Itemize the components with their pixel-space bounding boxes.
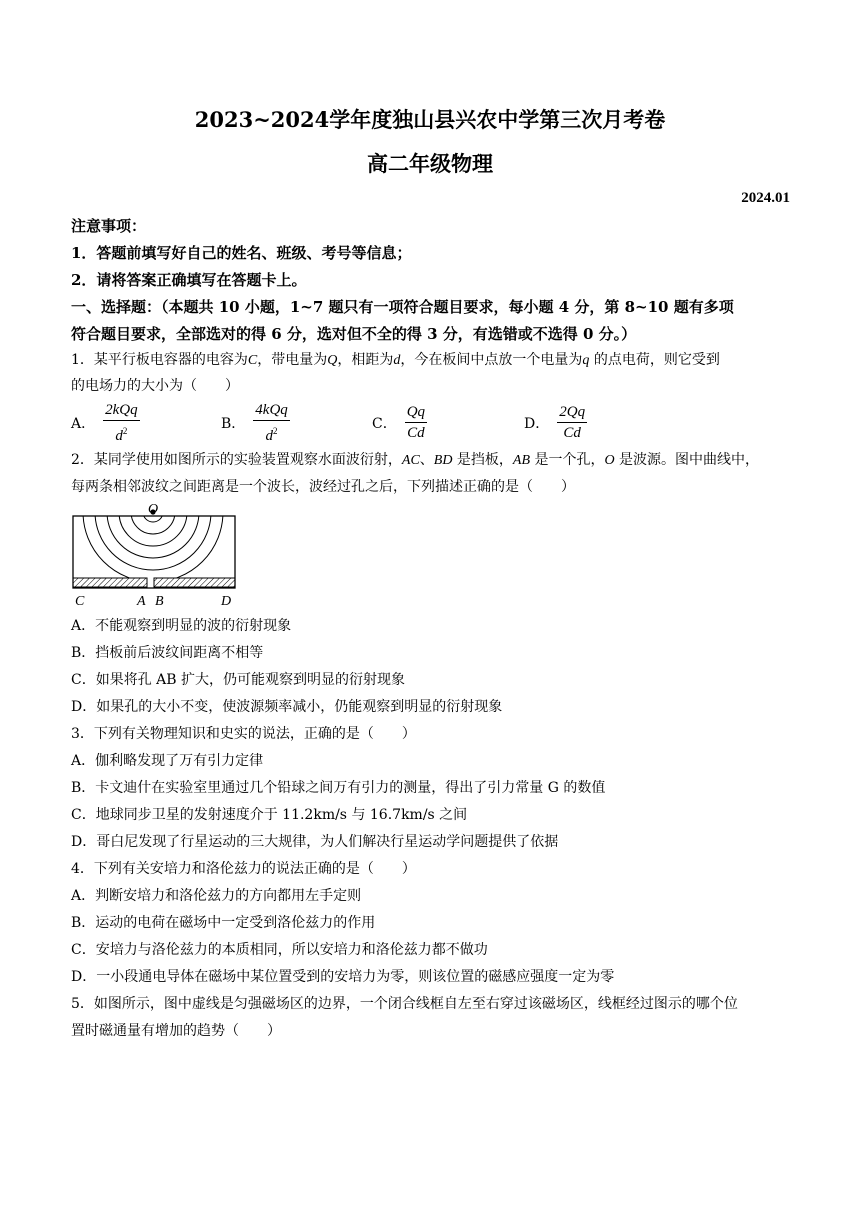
section-heading-line2: 符合题目要求，全部选对的得 6 分，选对但不全的得 3 分，有选错或不选得 0 分。） <box>71 325 637 343</box>
q1-options <box>71 399 796 447</box>
exam-subtitle: 高二年级物理 <box>367 151 493 176</box>
notice-item-1: 1．答题前填写好自己的姓名、班级、考号等信息； <box>71 244 412 262</box>
q1-option-c: C． $\frac{Qq}{Cd}$ <box>372 404 426 441</box>
q1-option-b: B． $\frac{\text{4kQq}}{d^2}$ <box>221 401 288 444</box>
label-b: B <box>155 594 164 609</box>
q2-stem-line1: 2．某同学使用如图所示的实验装置观察水面波衍射，AC、BD 是挡板，AB 是一个孔，O 是波源。图中曲线中， <box>71 452 760 468</box>
q3-option-b: B．卡文迪什在实验室里通过几个铅球之间万有引力的测量，得出了引力常量 G 的数值 <box>71 780 606 796</box>
q1-stem-line2: 的电场力的大小为（ ） <box>71 378 239 394</box>
barrier-bd <box>154 578 235 587</box>
q1-option-d: D． $\frac{2Qq}{Cd}$ <box>524 404 586 441</box>
q2-option-b: B．挡板前后波纹间距离不相等 <box>71 645 264 661</box>
q4-option-b: B．运动的电荷在磁场中一定受到洛伦兹力的作用 <box>71 915 376 931</box>
q3-option-d: D．哥白尼发现了行星运动的三大规律，为人们解决行星运动学问题提供了依据 <box>71 834 559 850</box>
q4-option-c: C．安培力与洛伦兹力的本质相同，所以安培力和洛伦兹力都不做功 <box>71 942 488 958</box>
q4-option-d: D．一小段通电导体在磁场中某位置受到的安培力为零，则该位置的磁感应强度一定为零 <box>71 969 615 985</box>
label-d: D <box>221 594 232 609</box>
q1-option-a: A． $\frac{\text{2kQq}}{d^2}$ <box>71 401 138 444</box>
q4-option-a: A．判断安培力和洛伦兹力的方向都用左手定则 <box>71 888 362 904</box>
barrier-ac <box>73 578 147 587</box>
q2-option-a: A．不能观察到明显的波的衍射现象 <box>71 618 292 634</box>
section-heading-line1: 一、选择题：（本题共 10 小题，1~7 题只有一项符合题目要求，每小题 4 分，第 8~10 题有多项 <box>71 298 734 316</box>
label-c: C <box>75 594 85 609</box>
q1-stem-line1: 1．某平行板电容器的电容为C，带电量为Q，相距为d，今在板间中点放一个电量为q 的点电荷，则它受到 <box>71 352 720 368</box>
q3-option-a: A．伽利略发现了万有引力定律 <box>71 753 264 769</box>
q4-stem: 4．下列有关安培力和洛伦兹力的说法正确的是（ ） <box>71 861 416 877</box>
q5-stem-line2: 置时磁通量有增加的趋势（ ） <box>71 1023 281 1039</box>
q2-option-d: D．如果孔的大小不变，使波源频率减小，仍能观察到明显的衍射现象 <box>71 699 503 715</box>
exam-date: 2024.01 <box>741 190 790 206</box>
q5-stem-line1: 5．如图所示，图中虚线是匀强磁场区的边界，一个闭合线框自左至右穿过该磁场区，线框经过图示的哪个位 <box>71 996 738 1012</box>
q3-stem: 3．下列有关物理知识和史实的说法，正确的是（ ） <box>71 726 416 742</box>
notice-heading: 注意事项： <box>71 217 147 235</box>
notice-item-2: 2．请将答案正确填写在答题卡上。 <box>71 271 307 289</box>
q2-option-c: C．如果将孔 AB 扩大，仍可能观察到明显的衍射现象 <box>71 672 406 688</box>
exam-title: 2023~2024学年度独山县兴农中学第三次月考卷 <box>194 107 666 132</box>
label-o: O <box>148 502 159 517</box>
q3-option-c: C．地球同步卫星的发射速度介于 11.2km/s 与 16.7km/s 之间 <box>71 807 468 823</box>
wave-diffraction-figure <box>71 500 241 612</box>
label-a: A <box>137 594 146 609</box>
q2-stem-line2: 每两条相邻波纹之间距离是一个波长，波经过孔之后，下列描述正确的是（ ） <box>71 479 575 495</box>
